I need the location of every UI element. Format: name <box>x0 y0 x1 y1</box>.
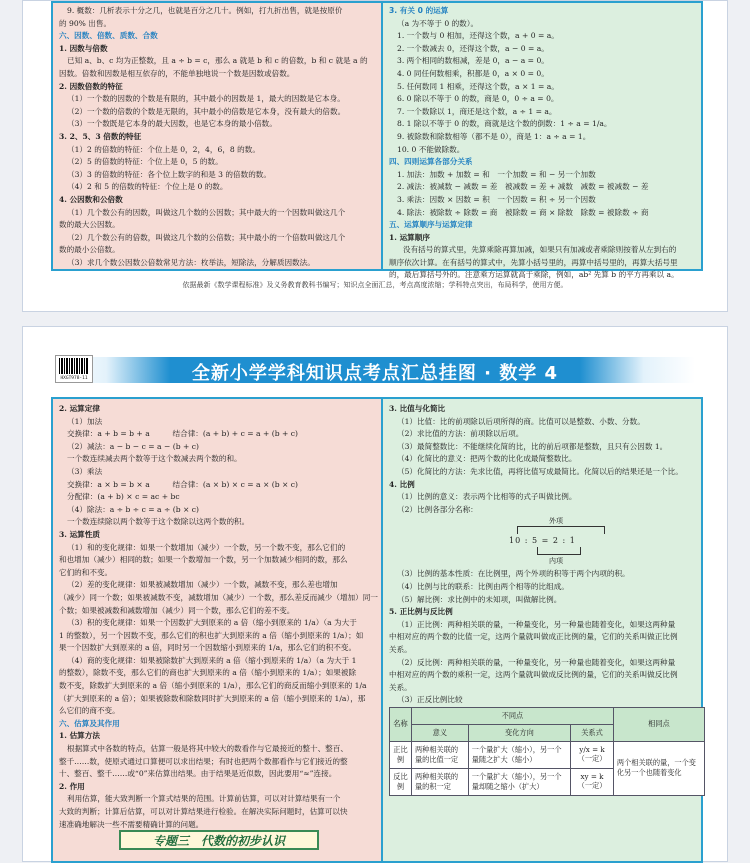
subsection-heading: 3. 2、5、3 倍数的特征 <box>59 131 142 141</box>
text-line: 么它们的商不变。 <box>59 706 120 716</box>
text-line: 8. 1 除以不等于 0 的数，商就是这个数的倒数：1 ÷ a = 1/a。 <box>397 119 612 129</box>
text-line: 关系。 <box>389 682 412 692</box>
text-line: 的，最后算括号外的。注意乘方运算就高于乘除，例如，ab² 先算 b 的平方再乘以 a。 <box>389 270 679 280</box>
topic-box: 专题三 代数的初步认识 <box>119 830 319 850</box>
section-heading: 四、四则运算各部分关系 <box>389 157 473 167</box>
text-line: 中相对应的两个数的乘积一定，这两个量就叫做成反比例的量，它们的关系叫做反比例 <box>389 670 678 680</box>
text-line: 交换律：a × b = b × a 结合律：(a × b) × c = a × (b × c) <box>67 479 298 489</box>
subsection-heading: 2. 作用 <box>59 781 85 791</box>
text-line: 6. 0 除以不等于 0 的数，商是 0，0 ÷ a = 0。 <box>397 94 559 104</box>
text-line: 3. 乘法：因数 × 因数 = 积 一个因数 = 积 ÷ 另一个因数 <box>397 194 596 204</box>
text-line: 果一个因数扩大到原来的 a 倍，同时另一个因数缩小到原来的 1/a，那么它们的积不变。 <box>59 643 357 653</box>
poster-footer-note: 依据最新《数学课程标准》及义务教育教科书编写；知识点全面汇总，考点高度浓缩；学科特点突出，布局科学，使用方便。 <box>182 281 568 289</box>
text-line: （3）一个数既是它本身的最大因数，也是它本身的最小倍数。 <box>67 119 277 129</box>
text-line: 2. 减法：被减数 − 减数 = 差 被减数 = 差 + 减数 减数 = 被减数 − 差 <box>397 182 649 192</box>
bottom-right-panel <box>381 397 703 863</box>
text-line: （2）5 的倍数的特征：个位上是 0，5 的数。 <box>67 157 223 167</box>
text-line: 已知 a、b、c 均为正整数，且 a ÷ b = c，那么 a 就是 b 和 c 的倍数，b 和 c 就是 a 的 <box>67 56 368 66</box>
top-left-text <box>53 3 393 269</box>
text-line: （3）乘法 <box>67 466 103 476</box>
row-relation: y/x = k（一定） <box>571 741 614 768</box>
outer-terms-label: 外项 <box>549 517 563 526</box>
text-line: 利用估算，能大致判断一个算式结果的范围。计算前估算，可以对计算结果有一个 <box>67 794 341 804</box>
text-line: （5）化简比的方法：先求比值，再将比值写成最简比。化简以后的结果还是一个比。 <box>397 466 683 476</box>
text-line: （3）最简整数比：不能继续化简的比，比的前后项都是整数，且只有公因数 1。 <box>397 441 668 451</box>
text-line: 9. 概数：几析表示十分之几，也就是百分之几十。例如，打九折出售，就是按原价 <box>67 6 343 15</box>
text-line: （4）化简比的意义：把两个数的比化成最简整数比。 <box>397 454 577 464</box>
section-heading: 六、估算及其作用 <box>59 718 120 728</box>
bottom-left-text <box>53 399 393 831</box>
subsection-heading: 4. 公因数和公倍数 <box>59 194 123 204</box>
table-header-name: 名称 <box>390 707 412 741</box>
text-line: 5. 任何数同 1 相乘，还得这个数，a × 1 = a。 <box>397 81 559 91</box>
text-line: （3）比例的基本性质：在比例里，两个外项的积等于两个内项的积。 <box>397 569 630 579</box>
text-line: 4. 0 同任何数相乘，积都是 0，a × 0 = 0。 <box>397 68 549 78</box>
row-meaning: 两种相关联的量的比值一定 <box>411 741 468 768</box>
text-line: （1）正比例：两种相关联的量，一种量变化，另一种量也随着变化，如果这两种量 <box>397 619 676 629</box>
subsection-heading: 1. 运算顺序 <box>389 232 430 242</box>
text-line: 2. 一个数减去 0，还得这个数，a − 0 = a。 <box>397 43 549 53</box>
text-line: （1）比例的意义：表示两个比相等的式子叫做比例。 <box>397 492 577 502</box>
text-line: 大致的判断；计算后估算，可以对计算结果进行检验。在解决实际问题时，估算可以快 <box>59 807 348 816</box>
row-name: 反比例 <box>390 768 412 795</box>
text-line: 中相对应的两个数的比值一定，这两个量就叫做成正比例的量，它们的关系叫做正比例 <box>389 632 678 642</box>
subsection-heading: 1. 估算方法 <box>59 731 100 741</box>
row-same: 两个相关联的量，一个变化另一个也随着变化 <box>613 741 704 795</box>
inner-terms-label: 内项 <box>549 557 563 566</box>
text-line: 4. 除法：被除数 ÷ 除数 = 商 被除数 = 商 × 除数 除数 = 被除数 ÷ 商 <box>397 207 649 217</box>
text-line: 顺序依次计算。在有括号的算式中，先算小括号里的，再算中括号里的，再算大括号里 <box>389 257 678 267</box>
text-line: 3. 两个相同的数相减，差是 0，a − a = 0。 <box>397 56 549 66</box>
text-line: 和也增加（减少）相同的数；如果一个数增加一个数，另一个加数减少相同的数，那么 <box>59 555 348 565</box>
text-line: 7. 一个数除以 1，商还是这个数，a ÷ 1 = a。 <box>397 106 557 116</box>
text-line: 它们的和不变。 <box>59 567 113 577</box>
lower-poster-sheet <box>22 326 728 862</box>
outer-bracket <box>517 526 605 534</box>
section-heading: 3. 有关 0 的运算 <box>389 6 449 15</box>
subsection-heading: 3. 运算性质 <box>59 529 100 539</box>
table-header-diff: 不同点 <box>411 707 613 724</box>
table-header-direction: 变化方向 <box>468 724 570 741</box>
text-line: 1. 加法：加数 + 加数 = 和 一个加数 = 和 − 另一个加数 <box>397 169 596 179</box>
section-heading: 六、因数、倍数、质数、合数 <box>59 31 158 41</box>
text-line: （2）差的变化规律：如果被减数增加（减少）一个数，减数不变，那么差也增加 <box>67 580 338 590</box>
ratio-expression: 10 : 5 = 2 : 1 <box>509 536 576 546</box>
text-line: （1）几个数公有的因数，叫做这几个数的公因数；其中最大的一个因数叫做这几个 <box>67 207 346 217</box>
text-line: （2）反比例：两种相关联的量，一种量变化，另一种量也随着变化，如果这两种量 <box>397 657 676 667</box>
text-line: （2）一个数的倍数的个数是无限的，其中最小的倍数是它本身，没有最大的倍数。 <box>67 106 346 116</box>
banner <box>55 357 695 383</box>
text-line: 数的最小公倍数。 <box>59 245 120 255</box>
row-meaning: 两种相关联的量的积一定 <box>411 768 468 795</box>
top-left-panel <box>51 1 395 271</box>
text-line: 分配律：(a + b) × c = ac + bc <box>67 492 180 502</box>
subsection-heading: 1. 因数与倍数 <box>59 43 108 53</box>
text-line: （3）求几个数公因数公倍数常见方法：枚举法，短除法，分解质因数法。 <box>67 257 315 267</box>
text-line: （减少）同一个数；如果被减数不变，减数增加（减少）一个数，那么差反而减少（增加）同一 <box>59 592 378 602</box>
bottom-right-text <box>383 399 701 516</box>
text-line: 因数。倍数和因数是相互依存的，不能单独地说一个数是因数或倍数。 <box>59 68 295 78</box>
text-line: 速准确地解决一些不需要精确计算的问题。 <box>59 819 204 829</box>
text-line: （4）比例与比的联系：比例由两个相等的比组成。 <box>397 581 569 591</box>
row-relation: xy = k（一定） <box>571 768 614 795</box>
text-line: （1）一个数的因数的个数是有限的，其中最小的因数是 1，最大的因数是它本身。 <box>67 94 345 104</box>
text-line: 的整数），除数不变，那么它们的商也扩大到原来的 a 倍（缩小到原来的 1/a）；如果被除 <box>59 668 357 678</box>
text-line: 个数；如果被减数和减数增加（减少）同一个数，那么它们的差不变。 <box>59 605 295 615</box>
text-line: 的 90% 出售。 <box>59 18 112 28</box>
section-heading: 五、运算顺序与运算定律 <box>389 220 473 230</box>
text-line: （1）2 的倍数的特征：个位上是 0，2，4，6，8 的数。 <box>67 144 260 154</box>
inner-bracket <box>537 547 581 555</box>
subsection-heading: 2. 因数倍数的特征 <box>59 81 123 91</box>
text-line: 交换律：a + b = b + a 结合律：(a + b) + c = a + (b + c) <box>67 429 298 439</box>
text-line: 根据算式中各数的特点，估算一般是将其中较大的数看作与它最接近的整十、整百、 <box>67 744 348 754</box>
table-header-meaning: 意义 <box>411 724 468 741</box>
text-line: （扩大到原来的 a 倍）；如果被除数和除数同时扩大到原来的 a 倍（缩小到原来的 1/a），那 <box>59 693 366 703</box>
text-line: 一个数连续减去两个数等于这个数减去两个数的和。 <box>67 454 242 464</box>
top-right-text <box>383 3 701 282</box>
text-line: （2）几个数公有的倍数，叫做这几个数的公倍数；其中最小的一个倍数叫做这几个 <box>67 232 346 242</box>
subsection-heading: 5. 正比例与反比例 <box>389 607 453 617</box>
text-line: 十、整百、整千……或“0”来估算出结果。由于结果是近似数，因此要用“≈”连接。 <box>59 769 337 779</box>
ratio-parts-diagram <box>503 516 623 568</box>
text-line: （2）减法：a − b − c = a − (b + c) <box>67 441 199 451</box>
upper-poster-sheet <box>22 0 728 312</box>
text-line: 关系。 <box>389 644 412 654</box>
row-direction: 一个量扩大（缩小），另一个量却随之缩小（扩大） <box>468 768 570 795</box>
text-line: 1. 一个数与 0 相加，还得这个数，a + 0 = a。 <box>397 31 559 41</box>
text-line: 9. 被除数和除数相等（都不是 0），商是 1：a ÷ a = 1。 <box>397 131 591 141</box>
text-line: 一个数连续除以两个数等于这个数除以这两个数的积。 <box>67 517 250 527</box>
text-line: （1）加法 <box>67 416 103 426</box>
text-line: （1）和的变化规律：如果一个数增加（减少）一个数，另一个数不变，那么它们的 <box>67 542 346 552</box>
text-line: （a 为不等于 0 的数）。 <box>397 18 479 28</box>
text-line: 数的最大公因数。 <box>59 220 120 230</box>
table-header-same: 相同点 <box>613 707 704 741</box>
subsection-heading: 3. 比值与化简比 <box>389 404 446 413</box>
text-line: （5）解比例：求比例中的未知项，叫做解比例。 <box>397 594 562 604</box>
banner-title: 全新小学学科知识点考点汇总挂图 · 数学 4 <box>191 363 559 384</box>
bottom-right-text-2 <box>383 568 701 707</box>
text-line: （4）除法：a ÷ b ÷ c = a ÷ (b × c) <box>67 504 199 514</box>
subsection-heading: 4. 比例 <box>389 479 415 489</box>
text-line: 没有括号的算式里，先算乘除再算加减，如果只有加减或者乘除则按着从左到右的 <box>403 245 677 255</box>
text-line: （4）商的变化规律：如果被除数扩大到原来的 a 倍（缩小到原来的 1/a）（a 为大于 1 <box>67 655 357 665</box>
row-name: 正比例 <box>390 741 412 768</box>
barcode-icon <box>55 355 93 383</box>
table-row <box>390 741 705 768</box>
text-line: （2）求比值的方法：前项除以后项。 <box>397 429 524 439</box>
bottom-left-panel <box>51 397 395 863</box>
text-line: （2）比例各部分名称： <box>397 504 478 514</box>
top-right-panel <box>381 1 703 280</box>
table-header-relation: 关系式 <box>571 724 614 741</box>
proportion-comparison-table <box>389 707 705 796</box>
text-line: （4）2 和 5 的倍数的特征：个位上是 0 的数。 <box>67 182 228 192</box>
subsection-heading: 2. 运算定律 <box>59 404 100 413</box>
text-line: 1 的整数），另一个因数不变，那么它们的积也扩大到原来的 a 倍（缩小到原来的 1/a）；如 <box>59 630 364 640</box>
text-line: 数不变，除数扩大到原来的 a 倍（缩小到原来的 1/a），那么它们的商反而缩小到原来的 1/a <box>59 681 367 691</box>
text-line: （3）正反比例比较 <box>397 695 463 705</box>
row-direction: 一个量扩大（缩小），另一个量随之扩大（缩小） <box>468 741 570 768</box>
text-line: 10. 0 不能做除数。 <box>397 144 465 154</box>
text-line: （3）3 的倍数的特征：各个位上数字的和是 3 的倍数的数。 <box>67 169 271 179</box>
text-line: （1）比值：比的前项除以后项所得的商。比值可以是整数、小数、分数。 <box>397 416 645 426</box>
text-line: 整千……数，使原式通过口算便可以求出结果；有时也把两个数都看作与它们接近的整 <box>59 756 348 766</box>
barcode-text: HXGT978-11 <box>60 376 88 381</box>
text-line: （3）积的变化规律：如果一个因数扩大到原来的 a 倍（缩小到原来的 1/a）（a 为大于 <box>67 618 357 628</box>
